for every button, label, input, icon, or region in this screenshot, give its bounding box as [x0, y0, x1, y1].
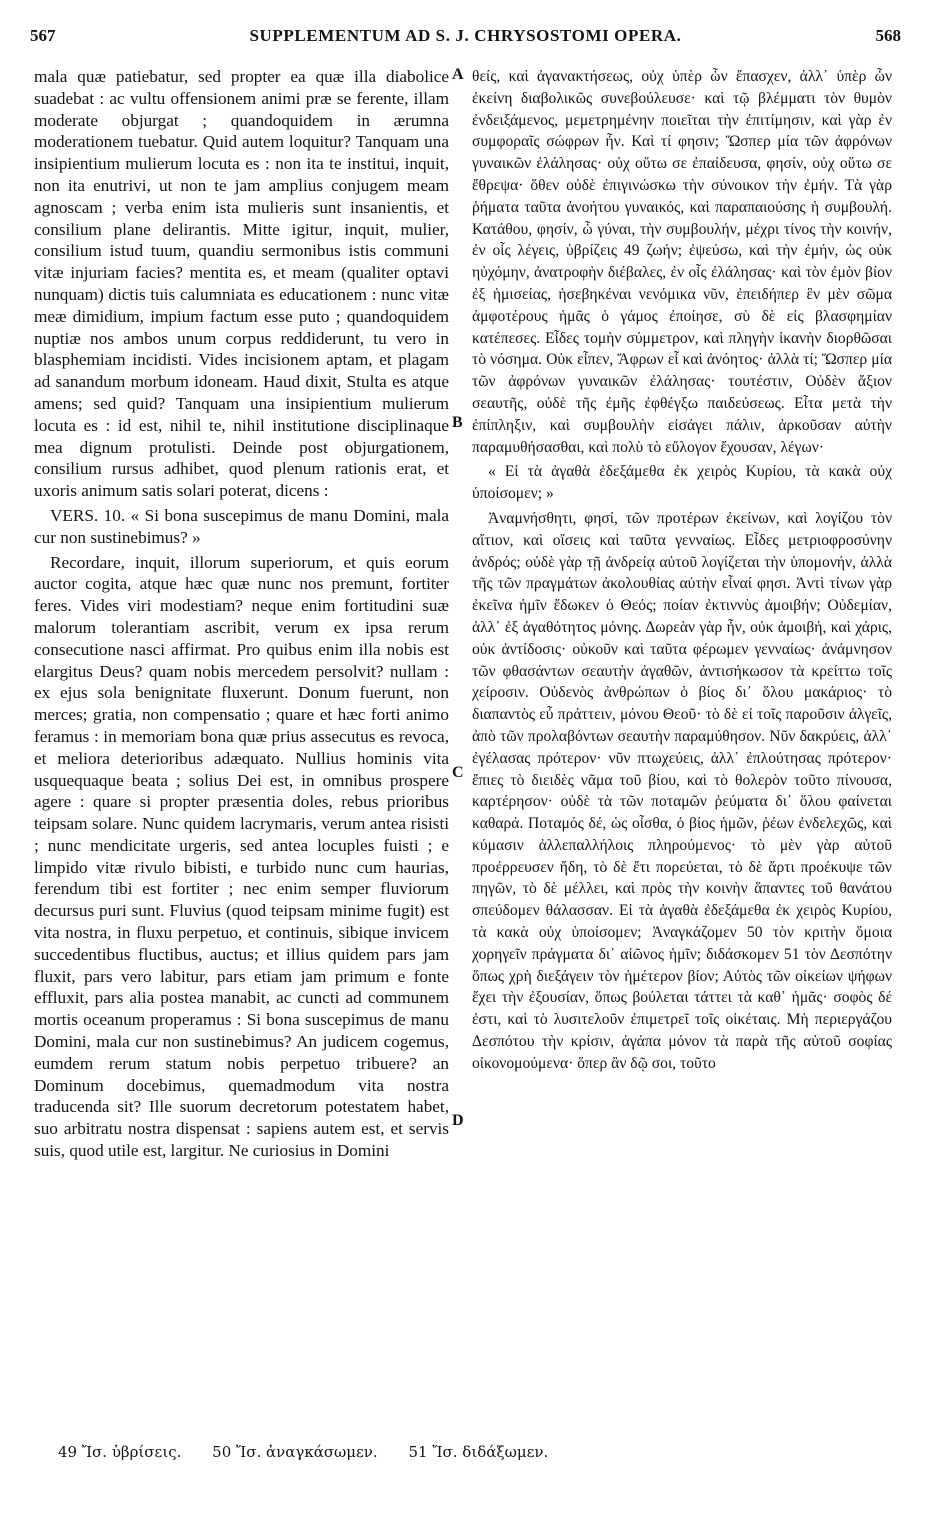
section-marker-a: A	[452, 66, 464, 83]
greek-verse-heading: « Εἰ τὰ ἀγαθὰ ἐδεξάμεθα ἐκ χειρὸς Κυρίου, τὰ κακὰ οὐχ ὑποίσομεν; »	[472, 463, 892, 503]
section-marker-d: D	[452, 1112, 464, 1129]
latin-paragraph-2: Recordare, inquit, illorum superiorum, et quis eorum auctor cogita, atque hæc quæ nunc nos premunt, fortiter feres. Vides viri modestiam? neque enim fortitudini suæ malorum tolerantiam ascribit, verum ex ipsa rerum consecutione nasci affirmat. Pro quibus enim illa nobis est elargitus Deus? quam nobis mercedem persolvit? nullam : ex ejus sola benignitate fluxerunt. Donum fuerunt, non merces; gratia, non compensatio ; quare et hæc forti animo feramus : in memoriam bona quæ prius assecutus es revoca, et meliora deterioribus adæquato. Nullius hominis vita usquequaque beata ; solius Dei est, in omnibus prospere agere : quare si propter præsentia doles, rebus prioribus teipsam solare. Nunc quidem lacrymaris, verum antea risisti ; nunc mendicitate urgeris, sed antea locuples fuisti ; e limpido vitæ rivulo bibisti, e turbido nunc cum haurias, ferendum tibi est fortiter ; nec enim semper fluviorum decursus puri sunt. Fluvius (quod teipsam minime fugit) est vita nostra, in fluxu perpetuo, et continuis, sibique invicem succedentibus fluctibus, auctus; et illius quidem pars jam fluxit, pars vero labitur, pars etiam jam primum e fonte effluxit, pars alia postea manabit, ac cuncti ad communem mortis oceanum properamus : Si bona suscepimus de manu Domini, mala cur non sustinebimus? An judicem cogemus, eumdem rerum statum nobis perpetuo tribuere? an Dominum docebimus, quemadmodum vita nostra traducenda sit? Ille suorum decretorum potestatem habet, suo arbitratu nostra dispensat : sapiens autem est, et servis suis, quod utile est, largitur. Ne curiosius in Domini	[34, 552, 449, 1161]
section-marker-c: C	[452, 764, 464, 781]
latin-column	[34, 66, 449, 1162]
section-marker-b: B	[452, 414, 463, 431]
greek-paragraph-1: θείς, καὶ ἀγανακτήσεως, οὐχ ὑπὲρ ὧν ἔπασχεν, ἀλλ᾽ ὑπὲρ ὧν ἐκείνη διαβολικῶς συνεβούλευσε· καὶ τῷ βλέμματι τὸν θυμὸν ἐνδειξάμενος, μεμετρημένην ποιεῖται τὴν ἐπιτίμησιν, καὶ γὰρ ἐν συμφοραῖς σώφρων ἦν. Καὶ τί φησιν; Ὥσπερ μία τῶν ἀφρόνων γυναικῶν ἐλάλησας· οὐχ οὕτω σε ἐπαίδευσα, φησίν, οὐχ οὕτω σε ἔθρεψα· ὅθεν οὐδὲ ἐπιγινώσκω τὴν σύνοικον τὴν ἐμήν. Τὰ γὰρ ῥήματα ταῦτα ἀνοήτου γυναικός, καὶ παραπαιούσης ἡ συμβουλή. Κατάθου, φησίν, ὦ γύναι, τὴν συμβουλήν, μέχρι τίνος τὴν κοινήν, ἐν οἷς λέγεις, ὑβρίζεις 49 ζωήν; ἐψεύσω, καὶ τὴν ἐμήν, ὡς οὐκ ηὐχόμην, ἀνατροφὴν διέβαλες, ἐν οἷς ἐλάλησας· καὶ τὸν ἐμὸν βίον ἐξ ἡμισείας, ἡσεβηκέναι νενόμικα νῦν, ἐπειδήπερ ἓν μὲν σῶμα ἀμφοτέρους ἡμᾶς ὁ γάμος ἐποίησε, σὺ δὲ εἰς βλασφημίαν κατέπεσες. Εἶδες τομὴν σύμμετρον, καὶ πληγὴν ἱκανὴν διορθῶσαι τὸ νόσημα. Οὐκ εἶπεν, Ἄφρων εἶ καὶ ἀνόητος· ἀλλὰ τί; Ὥσπερ μία τῶν ἀφρόνων γυναικῶν ἐλάλησας· τουτέστιν, Οὐδὲν ἄξιον σεαυτῆς, οὐδὲ τῆς ἐμῆς ἐφθέγξω παιδεύσεως. Εἶτα μετὰ τὴν ἐπίπληξιν, καὶ συμβουλὴν εἰσάγει πάλιν, ἀρκοῦσαν αὐτὴν παραμυθήσασθαι, καὶ πολὺ τὸ εὔλογον ἔχουσαν, λέγων·	[472, 68, 892, 456]
greek-paragraph-2: Ἀναμνήσθητι, φησί, τῶν προτέρων ἐκείνων, καὶ λογίζου τὸν αἴτιον, καὶ οἴσεις καὶ ταῦτα γενναίως. Εἶδες μετριοφροσύνην ἀνδρός; οὐδὲ γὰρ τῇ ἀνδρείᾳ αὐτοῦ λογίζεται τὴν ὑπομονήν, ἀλλὰ τῆς τῶν πραγμάτων ἀκολουθίας αὐτὴν εἶναί φησι. Ἀντὶ τίνων γὰρ ἐκεῖνα ἡμῖν ἔδωκεν ὁ Θεός; ποίαν ἐκτιννὺς ἀμοιβήν; Οὐδεμίαν, ἀλλ᾽ ἐξ ἀγαθότητος μόνης. Δωρεὰν γὰρ ἦν, οὐκ ἀμοιβή, καὶ χάρις, οὐκ ἀντίδοσις· οὐκοῦν καὶ ταῦτα φέρωμεν γενναίως· ἀνάμνησον τῶν φθασάντων σεαυτὴν ἀγαθῶν, ἀντισήκωσον τὰ κρείττω τοῖς χείροσιν. Οὐδενὸς ἀνθρώπων ὁ βίος δι᾽ ὅλου μακάριος· τὸ διαπαντὸς εὖ πράττειν, μόνου Θεοῦ· τὸ δὲ εἰ τοῖς παροῦσιν ἀλγεῖς, ἀπὸ τῶν προλαβόντων σεαυτὴν παραμύθησον. Νῦν δακρύεις, ἀλλ᾽ ἐγέλασας πρότερον· νῦν πτωχεύεις, ἀλλ᾽ ἐπλούτησας πρότερον· ἔπιες τὸ διειδὲς νᾶμα τοῦ βίου, καὶ τὸ θολερὸν τοῦτο πίνουσα, καρτέρησον· οὐδὲ τὰ τῶν ποταμῶν ῥεύματα δι᾽ ὅλου φαίνεται καθαρά. Ποταμός δέ, ὡς οἶσθα, ὁ βίος ἡμῶν, ῥέων ἐνδελεχῶς, καὶ κύμασιν ἀλλεπαλλήλοις πληρούμενος· τὸ μὲν γὰρ αὐτοῦ προέρρευσεν ἤδη, τὸ δὲ ἔτι πορεύεται, τὸ δὲ ἄρτι προέκυψε τῶν πηγῶν, τὸ δὲ μέλλει, καὶ πρὸς τὴν κοινὴν ἅπαντες τοῦ θανάτου σπεύδομεν θάλασσαν. Εἰ τὰ ἀγαθὰ ἐδεξάμεθα ἐκ χειρὸς Κυρίου, τὰ κακὰ οὐχ ὑποίσομεν; Ἀναγκάζομεν 50 τὸν κριτὴν ὅμοια χορηγεῖν πράγματα δι᾽ αἰῶνος ἡμῖν; διδάσκομεν 51 τὸν Δεσπότην ὅπως χρὴ διεξάγειν τὸν ἡμέτερον βίον; Αὐτὸς τῶν οἰκείων ψήφων ἔχει τὴν ἐξουσίαν, ὅπως βούλεται τάττει τὰ καθ᾽ ἡμᾶς· σοφὸς δέ ἐστι, καὶ τὸ λυσιτελοῦν ἐπιμετρεῖ τοῖς οἰκέταις. Μὴ περιεργάζου Δεσπότου τὴν κρίσιν, ἀγάπα μόνον τὰ παρὰ τῆς αὐτοῦ σοφίας οἰκονομούμενα· ὅπερ ἂν δῷ σοι, τοῦτο	[472, 509, 892, 1072]
latin-paragraph-1: mala quæ patiebatur, sed propter ea quæ illa diabolice suadebat : ac vultu offensionem animi præ se ferente, illam moderate objurgat ; quandoquidem in ærumna moderationem tuebatur. Quid autem loquitur? Tanquam una insipientium mulierum locuta es : non ita te institui, inquit, non ita enutrivi, ut non te jam amplius conjugem meam agnoscam ; verba enim ista mulieris sunt insanientis, et consilium plane delirantis. Mitte igitur, inquit, mulier, consilium istud tuum, quandiu sermonibus istis communi vitæ injuriam facies? mentita es, et meam (qualiter optavi nunquam) dictis tuis calumniata es educationem : nunc vitæ meæ dimidium, impium factum esse puto ; quandoquidem nuptiæ nos ambos unum corpus reddiderunt, tu vero in blasphemiam incidisti. Vides incisionem aptam, et plagam ad sanandum morbum idoneam. Haud dixit, Stulta es atque amens; sed quid? Tanquam una insipientium mulierum locuta es : id est, nihil te, nihil institutione disciplinaque mea dignum protulisti. Deinde post objurgationem, consilium rursus adhibet, quod plenum rationis erat, et uxoris animum satis solari poterat, dicens :	[34, 67, 449, 501]
page-number-right: 568	[875, 26, 901, 45]
greek-column	[472, 66, 892, 1075]
latin-verse-heading: VERS. 10. « Si bona suscepimus de manu Domini, mala cur non sustinebimus? »	[34, 505, 449, 547]
footnote-49: 49 Ἴσ. ὑβρίσεις.	[58, 1443, 182, 1461]
running-title: SUPPLEMENTUM AD S. J. CHRYSOSTOMI OPERA.	[249, 26, 682, 45]
footnote-51: 51 Ἴσ. διδάξωμεν.	[408, 1443, 549, 1461]
running-header	[30, 26, 901, 56]
footnote-50: 50 Ἴσ. ἀναγκάσωμεν.	[212, 1443, 378, 1461]
page-number-left: 567	[30, 26, 56, 45]
footnotes	[58, 1443, 574, 1461]
